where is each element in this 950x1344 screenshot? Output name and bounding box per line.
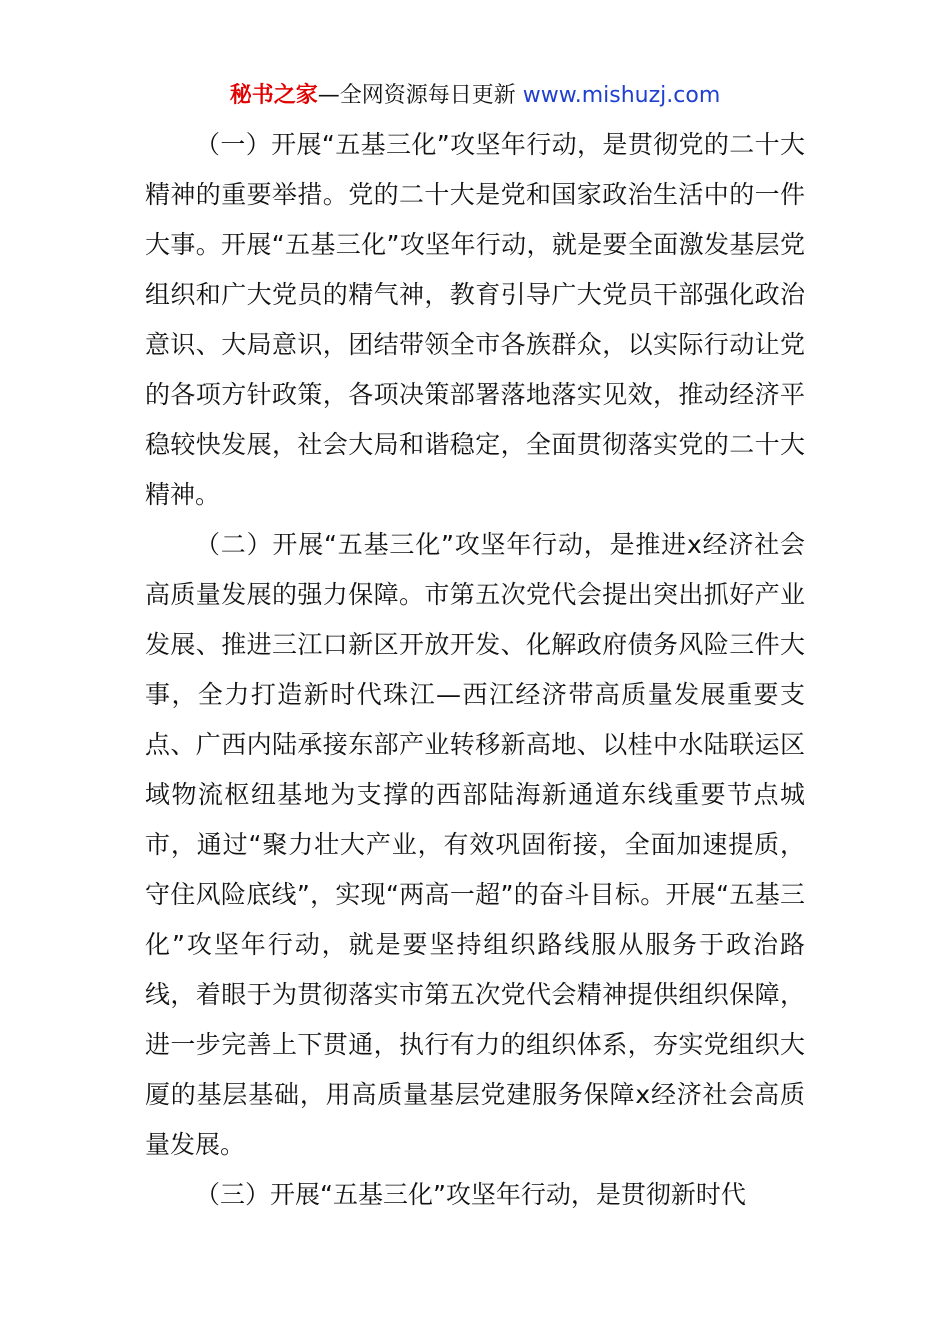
document-body [145,120,805,1220]
page-header [0,80,950,112]
paragraph-3: （三）开展“五基三化”攻坚年行动，是贯彻新时代 [195,1180,746,1209]
header-brand: 秘书之家 [229,83,318,108]
header-site-link[interactable]: www.mishuzj.com [522,83,721,108]
header-tagline: —全网资源每日更新 [317,83,523,108]
paragraph-1: （一）开展“五基三化”攻坚年行动，是贯彻党的二十大精神的重要举措。党的二十大是党和国家政治生活中的一件大事。开展“五基三化”攻坚年行动，就是要全面激发基层党组织和广大党员的精气神，教育引导广大党员干部强化政治意识、大局意识，团结带领全市各族群众，以实际行动让党的各项方针政策，各项决策部署落地落实见效，推动经济平稳较快发展，社会大局和谐稳定，全面贯彻落实党的二十大精神。 [145,130,805,509]
paragraph-2: （二）开展“五基三化”攻坚年行动，是推进x经济社会高质量发展的强力保障。市第五次党代会提出突出抓好产业发展、推进三江口新区开放开发、化解政府债务风险三件大事，全力打造新时代珠江—西江经济带高质量发展重要支点、广西内陆承接东部产业转移新高地、以桂中水陆联运区域物流枢纽基地为支撑的西部陆海新通道东线重要节点城市，通过“聚力壮大产业，有效巩固衔接，全面加速提质，守住风险底线”，实现“两高一超”的奋斗目标。开展“五基三化”攻坚年行动，就是要坚持组织路线服从服务于政治路线，着眼于为贯彻落实市第五次党代会精神提供组织保障，进一步完善上下贯通，执行有力的组织体系，夯实党组织大厦的基层基础，用高质量基层党建服务保障x经济社会高质量发展。 [145,530,805,1159]
